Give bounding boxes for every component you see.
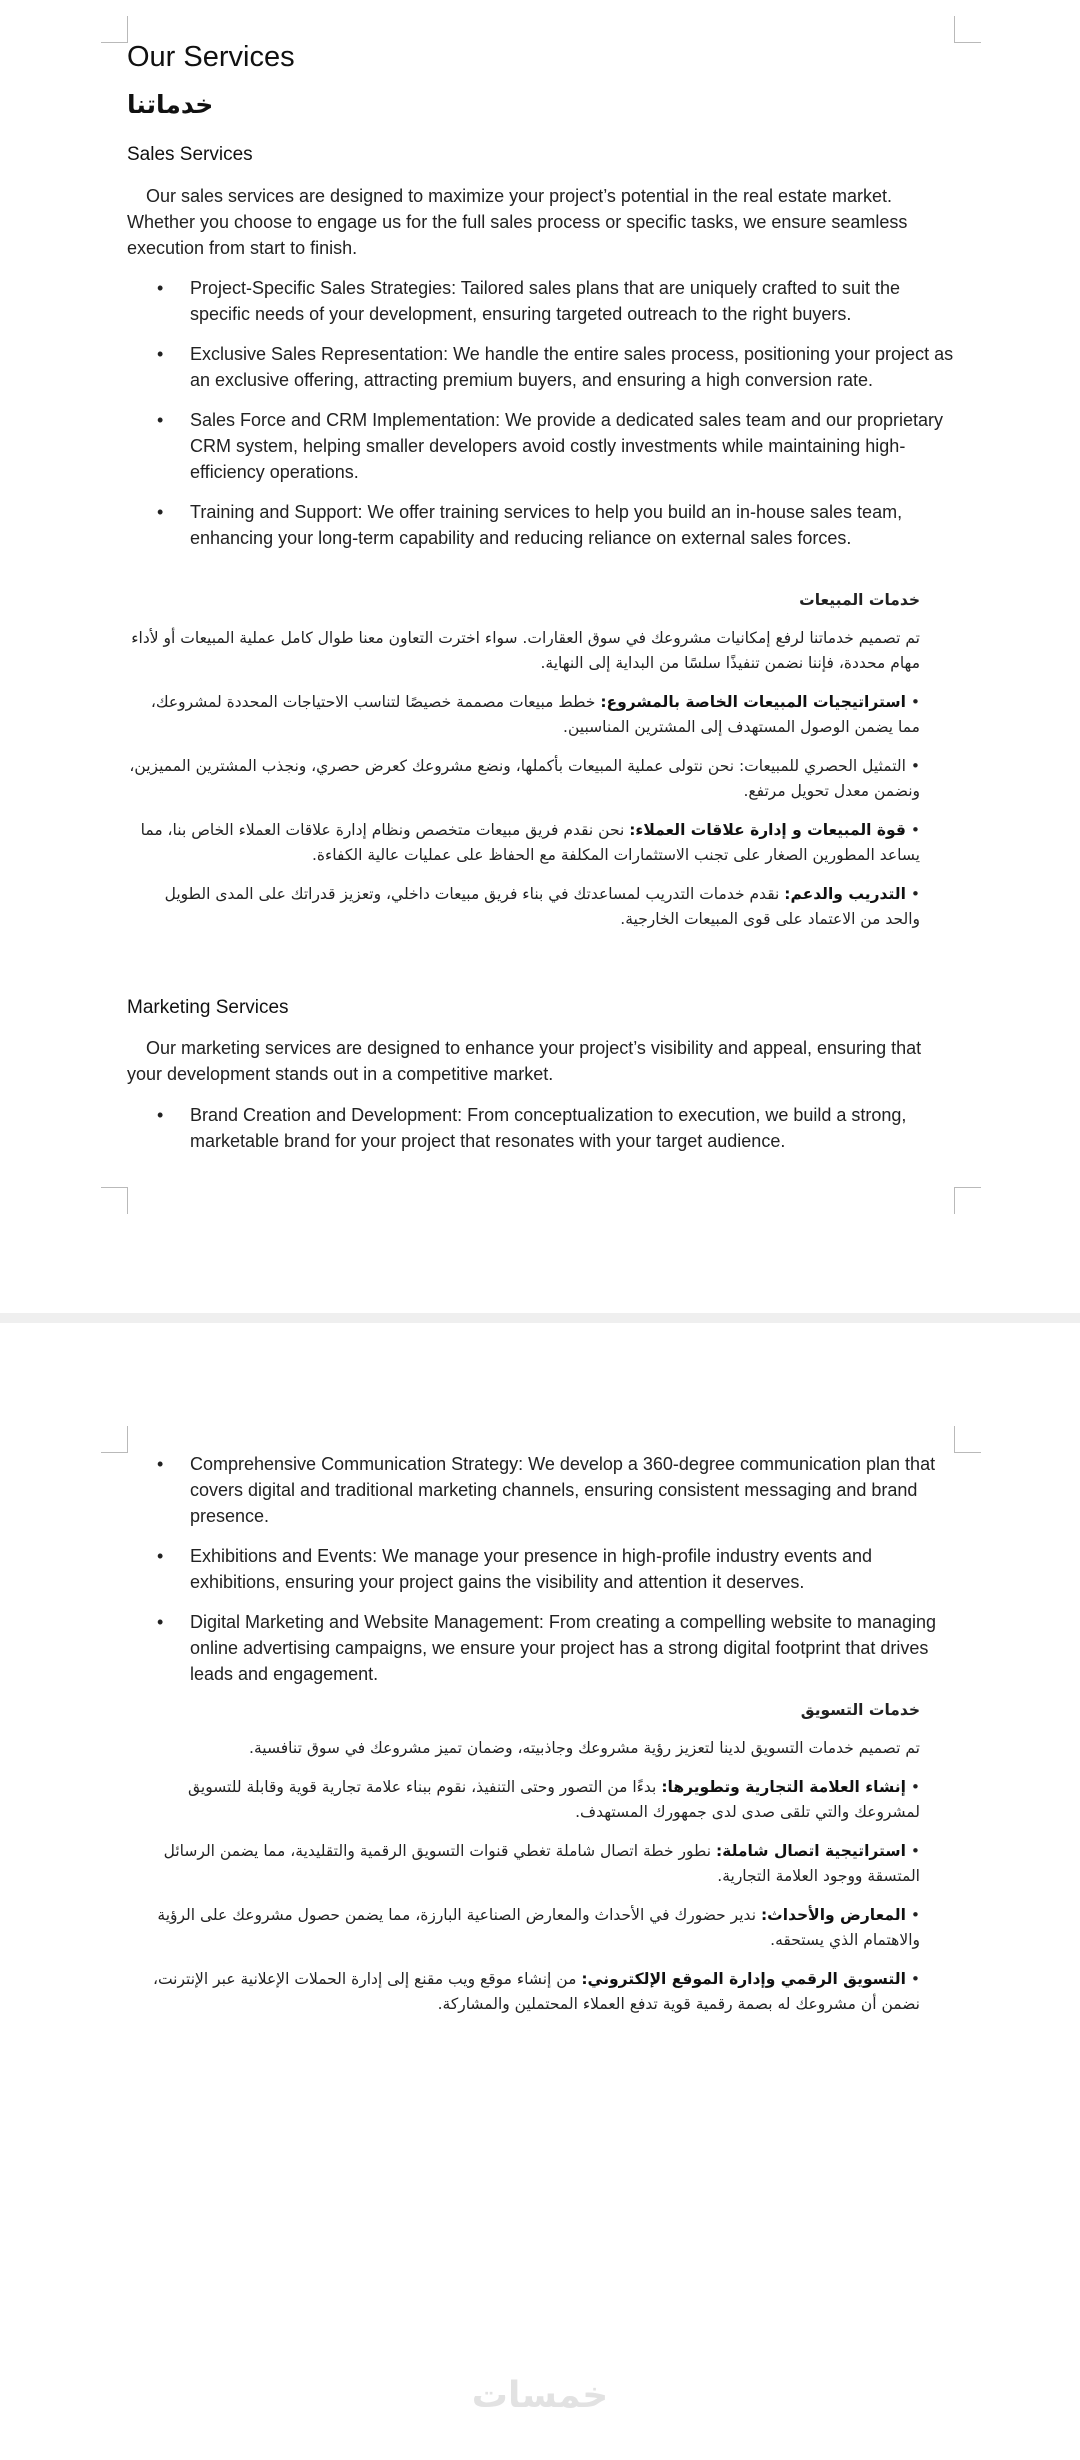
bullet-icon: • [157, 502, 164, 522]
bullet-icon: • [910, 1842, 920, 1860]
watermark-logo: خمسات [471, 2375, 609, 2416]
list-item [127, 341, 957, 393]
page-margin-corner-top-left [101, 1426, 128, 1453]
list-item-text: Brand Creation and Development: From conceptualization to execution, we build a strong, marketable brand for your project that resonates with your target audience. [190, 1105, 907, 1151]
list-item-text: Sales Force and CRM Implementation: We provide a dedicated sales team and our proprietary CRM system, helping smaller developers avoid costly investments while maintaining high-efficiency operations. [190, 410, 944, 482]
sales-services-list [127, 275, 957, 551]
list-item [127, 499, 957, 551]
marketing-intro-arabic: تم تصميم خدمات التسويق لدينا لتعزيز رؤية مشروعك وجاذبيته، وضمان تميز مشروعك في سوق تنافسية. [249, 1739, 920, 1757]
list-item [127, 407, 957, 485]
page-margin-corner-bottom-left [101, 1187, 128, 1214]
bullet-icon: • [910, 885, 920, 903]
marketing-services-arabic [127, 1698, 920, 2017]
arabic-list-item: • استراتيجيات المبيعات الخاصة بالمشروع: خطط مبيعات مصممة خصيصًا لتناسب الاحتياجات المحددة لمشروعك، مما يضمن الوصول المستهدف إلى المشترين المناسبين. [150, 693, 920, 736]
bullet-icon: • [157, 1454, 164, 1474]
bullet-icon: • [910, 1778, 920, 1796]
document-title-arabic: خدماتنا [127, 89, 214, 119]
bullet-icon: • [910, 693, 920, 711]
bullet-icon: • [157, 1612, 164, 1632]
marketing-services-list-part-2 [127, 1451, 957, 1687]
list-item-text: Digital Marketing and Website Management: From creating a compelling website to managing online advertising campaigns, we ensure your project has a strong digital footprint that drives leads and engagement. [190, 1612, 937, 1684]
document-title: Our Services [127, 41, 295, 73]
sales-heading-arabic: خدمات المبيعات [799, 591, 920, 609]
document-page-2 [0, 1323, 1080, 2460]
marketing-services-heading: Marketing Services [127, 997, 289, 1018]
bullet-icon: • [910, 757, 920, 775]
list-item [127, 1451, 957, 1529]
list-item [127, 1609, 957, 1687]
page-margin-corner-top-right [954, 1426, 981, 1453]
marketing-services-list-part-1 [127, 1102, 957, 1154]
sales-intro-arabic: تم تصميم خدماتنا لرفع إمكانيات مشروعك في سوق العقارات. سواء اخترت التعاون معنا طوال كامل عملية المبيعات أو لأداء مهام محددة، فإننا نضمن تنفيذًا سلسًا من البداية إلى النهاية. [131, 629, 920, 672]
arabic-list-item: • التدريب والدعم: نقدم خدمات التدريب لمساعدتك في بناء فريق مبيعات داخلي، وتعزيز قدراتك على المدى الطويل والحد من الاعتماد على قوى المبيعات الخارجية. [164, 885, 920, 928]
bullet-icon: • [157, 1105, 164, 1125]
list-item [127, 1102, 957, 1154]
arabic-list-item: • التسويق الرقمي وإدارة الموقع الإلكتروني: من إنشاء موقع ويب مقنع إلى إدارة الحملات الإعلانية عبر الإنترنت، نضمن أن مشروعك له بصمة رقمية قوية تدفع العملاء المحتملين والمشاركة. [152, 1970, 920, 2013]
page-margin-corner-bottom-right [954, 1187, 981, 1214]
marketing-intro-paragraph: Our marketing services are designed to enhance your project’s visibility and appeal, ensuring that your development stands out in a competitive market. [127, 1038, 922, 1084]
bullet-icon: • [157, 1546, 164, 1566]
page-break [0, 1313, 1080, 1323]
bullet-icon: • [157, 344, 164, 364]
sales-services-heading: Sales Services [127, 144, 253, 165]
sales-intro-paragraph: Our sales services are designed to maximize your project’s potential in the real estate market. Whether you choose to engage us for the full sales process or specific tasks, we ensure seamless execution from start to finish. [127, 186, 908, 258]
arabic-list-item: • استراتيجية اتصال شاملة: نطور خطة اتصال شاملة تغطي قنوات التسويق الرقمية والتقليدية، مما يضمن الرسائل المتسقة ووجود العلامة التجارية. [163, 1842, 920, 1885]
bullet-icon: • [910, 1906, 920, 1924]
bullet-icon: • [157, 278, 164, 298]
list-item-text: Exclusive Sales Representation: We handle the entire sales process, positioning your project as an exclusive offering, attracting premium buyers, and ensuring a high conversion rate. [190, 344, 954, 390]
arabic-list-item: • التمثيل الحصري للمبيعات: نحن نتولى عملية المبيعات بأكملها، ونضع مشروعك كعرض حصري، ونجذب المشترين المميزين، ونضمن معدل تحويل مرتفع. [129, 757, 920, 800]
list-item-text: Training and Support: We offer training services to help you build an in-house sales team, enhancing your long-term capability and reducing reliance on external sales forces. [190, 502, 903, 548]
bullet-icon: • [157, 410, 164, 430]
marketing-heading-arabic: خدمات التسويق [800, 1701, 920, 1719]
list-item [127, 1543, 957, 1595]
bullet-icon: • [910, 821, 920, 839]
sales-services-arabic [127, 588, 920, 932]
list-item [127, 275, 957, 327]
page-margin-corner-top-right [954, 16, 981, 43]
list-item-text: Comprehensive Communication Strategy: We develop a 360-degree communication plan that covers digital and traditional marketing channels, ensuring consistent messaging and brand presence. [190, 1454, 936, 1526]
page-margin-corner-top-left [101, 16, 128, 43]
bullet-icon: • [910, 1970, 920, 1988]
arabic-list-item: • إنشاء العلامة التجارية وتطويرها: بدءًا من التصور وحتى التنفيذ، نقوم ببناء علامة تجارية قوية وقابلة للتسويق لمشروعك والتي تلقى صدى لدى جمهورك المستهدف. [187, 1778, 920, 1821]
arabic-list-item: • قوة المبيعات و إدارة علاقات العملاء: نحن نقدم فريق مبيعات متخصص ونظام إدارة علاقات العملاء الخاص بنا، مما يساعد المطورين الصغار على تجنب الاستثمارات المكلفة مع الحفاظ على عمليات عالية الكفاءة. [140, 821, 920, 864]
list-item-text: Exhibitions and Events: We manage your presence in high-profile industry events and exhibitions, ensuring your project gains the visibility and attention it deserves. [190, 1546, 873, 1592]
list-item-text: Project-Specific Sales Strategies: Tailored sales plans that are uniquely crafted to suit the specific needs of your development, ensuring targeted outreach to the right buyers. [190, 278, 901, 324]
arabic-list-item: • المعارض والأحداث: ندير حضورك في الأحداث والمعارض الصناعية البارزة، مما يضمن حصول مشروعك على الرؤية والاهتمام الذي يستحقه. [157, 1906, 920, 1949]
